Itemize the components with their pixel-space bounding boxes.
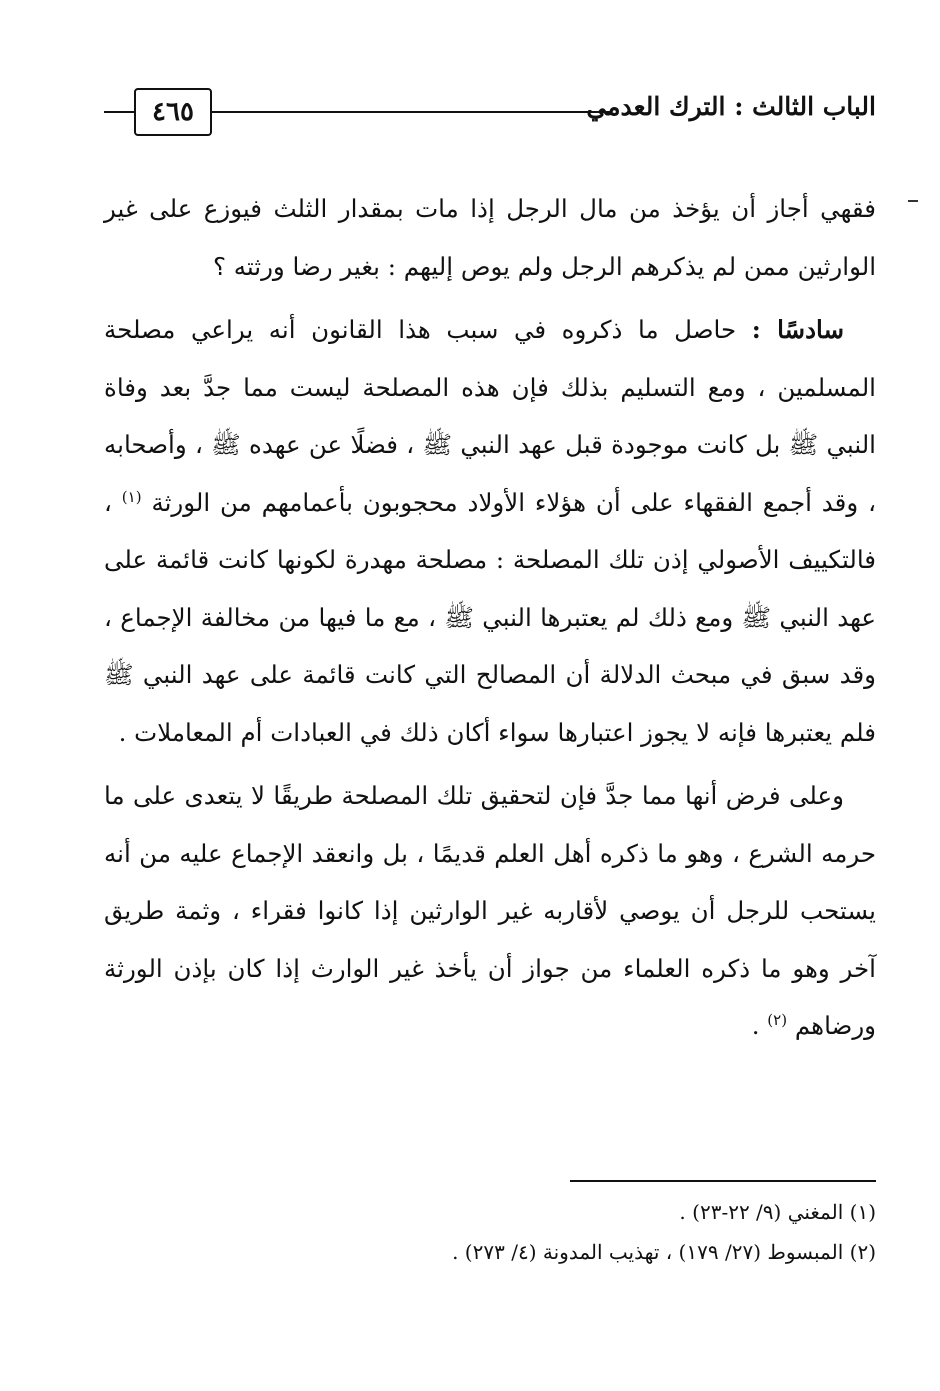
- footnote-1: (١) المغني (٩/ ٢٢-٢٣) .: [679, 1200, 876, 1224]
- page-header: [104, 84, 876, 144]
- header-rule: [212, 111, 612, 113]
- main-text: [104, 180, 876, 1055]
- paragraph-3: [104, 767, 876, 1055]
- margin-mark: [908, 200, 918, 202]
- paragraph-3-text-b: .: [751, 1011, 768, 1040]
- footnote-ref-1: (١): [121, 487, 142, 506]
- footnotes: [176, 1192, 876, 1272]
- paragraph-3-text-a: وعلى فرض أنها مما جدَّ فإن لتحقيق تلك المصلحة طريقًا لا يتعدى على ما حرمه الشرع ، وهو ما ذكره أهل العلم قديمًا ، بل وانعقد الإجماع عليه من أنه يستحب للرجل أن يوصي لأقاربه غير الوارثين إذا كانوا فقراء ، وثمة طريق آخر وهو ما ذكره العلماء من جواز أن يأخذ غير الوارث إذا كان بإذن الورثة ورضاهم: [104, 781, 876, 1040]
- paragraph-2-lead: سادسًا :: [751, 315, 844, 344]
- footnote-ref-2: (٢): [767, 1010, 788, 1029]
- page-number: ٤٦٥: [134, 88, 212, 136]
- paragraph-1: فقهي أجاز أن يؤخذ من مال الرجل إذا مات بمقدار الثلث فيوزع على غير الوارثين ممن لم يذكرهم الرجل ولم يوص إليهم : بغير رضا ورثته ؟: [104, 194, 876, 281]
- header-rule-left: [104, 111, 134, 113]
- footnote-separator: [570, 1180, 876, 1182]
- footnote-2: (٢) المبسوط (٢٧/ ١٧٩) ، تهذيب المدونة (٤/ ٢٧٣) .: [452, 1240, 876, 1264]
- paragraph-2: [104, 301, 876, 761]
- chapter-title: الباب الثالث : الترك العدمي: [586, 92, 876, 121]
- paragraph-2-text-b: ، فالتكييف الأصولي إذن تلك المصلحة : مصلحة مهدرة لكونها كانت قائمة على عهد النبي ﷺ ومع ذلك لم يعتبرها النبي ﷺ ، مع ما فيها من مخالفة الإجماع ، وقد سبق في مبحث الدلالة أن المصالح التي كانت قائمة على عهد النبي ﷺ فلم يعتبرها فإنه لا يجوز اعتبارها سواء أكان ذلك في العبادات أم المعاملات .: [104, 487, 876, 747]
- paragraph-2-text-a: حاصل ما ذكروه في سبب هذا القانون أنه يراعي مصلحة المسلمين ، ومع التسليم بذلك فإن هذه المصلحة ليست مما جدَّ بعد وفاة النبي ﷺ بل كانت موجودة قبل عهد النبي ﷺ ، فضلًا عن عهده ﷺ ، وأصحابه ، وقد أجمع الفقهاء على أن هؤلاء الأولاد محجوبون بأعمامهم من الورثة: [104, 315, 876, 517]
